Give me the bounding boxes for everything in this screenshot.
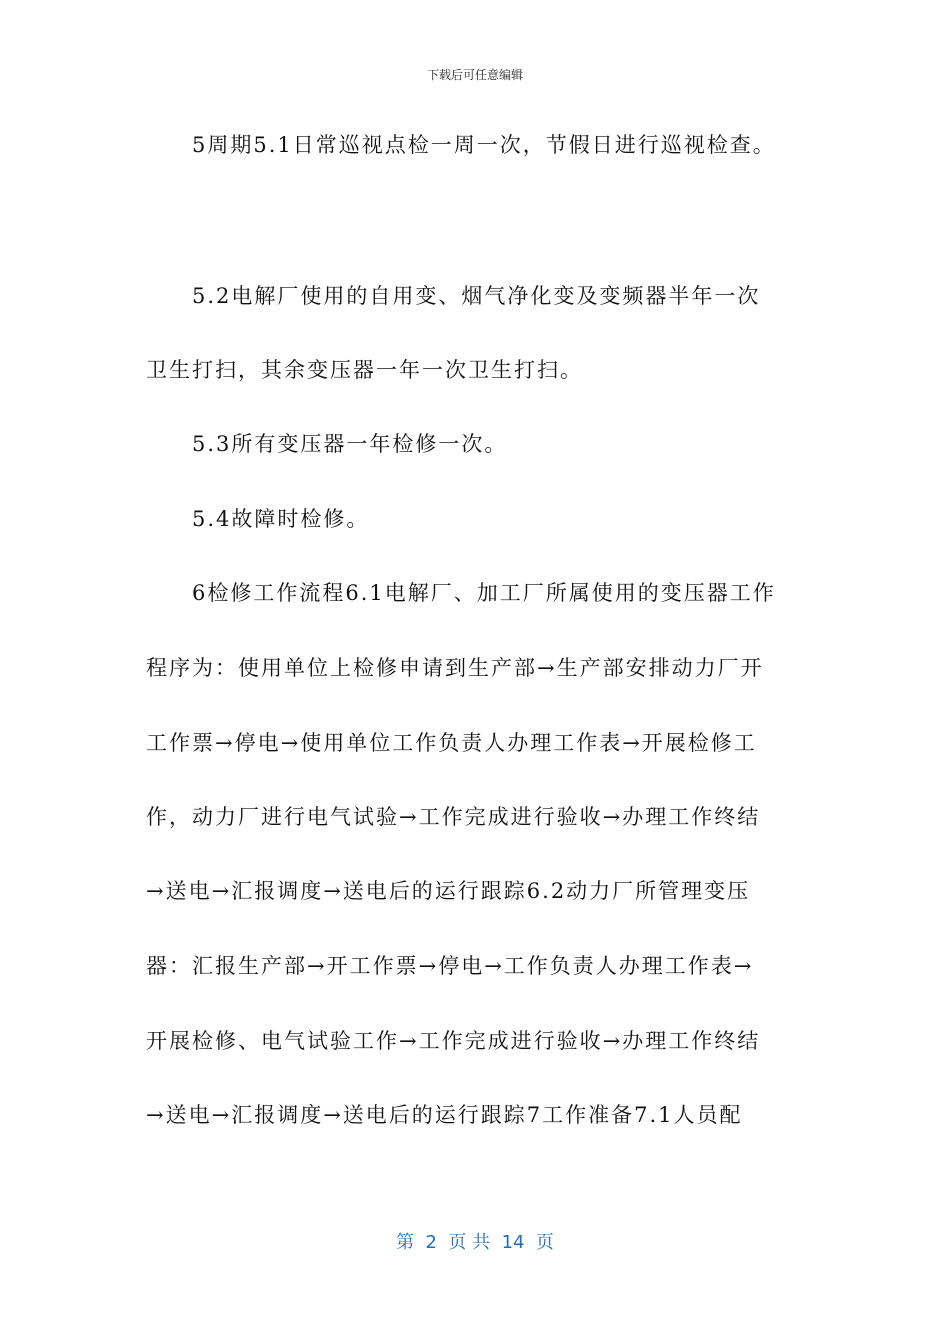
body-line-2: 5.2电解厂使用的自用变、烟气净化变及变频器半年一次 <box>192 284 761 308</box>
body-line-5: 5.4故障时检修。 <box>192 507 370 531</box>
body-line-8: 工作票→停电→使用单位工作负责人办理工作表→开展检修工 <box>146 731 757 755</box>
body-line-10: →送电→汇报调度→送电后的运行跟踪6.2动力厂所管理变压 <box>146 879 751 903</box>
header-note: 下载后可任意编辑 <box>426 68 523 82</box>
body-line-1: 5周期5.1日常巡视点检一周一次，节假日进行巡视检查。 <box>192 133 776 157</box>
body-line-11: 器：汇报生产部→开工作票→停电→工作负责人办理工作表→ <box>146 954 754 978</box>
body-line-6: 6检修工作流程6.1电解厂、加工厂所属使用的变压器工作 <box>192 581 776 605</box>
body-line-4: 5.3所有变压器一年检修一次。 <box>192 432 508 456</box>
body-line-3: 卫生打扫，其余变压器一年一次卫生打扫。 <box>146 358 583 382</box>
body-line-13: →送电→汇报调度→送电后的运行跟踪7工作准备7.1人员配 <box>146 1103 743 1127</box>
body-line-9: 作，动力厂进行电气试验→工作完成进行验收→办理工作终结 <box>146 805 761 829</box>
page-number-footer: 第 2 页 共 14 页 <box>396 1232 554 1253</box>
body-line-7: 程序为：使用单位上检修申请到生产部→生产部安排动力厂开 <box>146 656 764 680</box>
body-line-12: 开展检修、电气试验工作→工作完成进行验收→办理工作终结 <box>146 1029 761 1053</box>
